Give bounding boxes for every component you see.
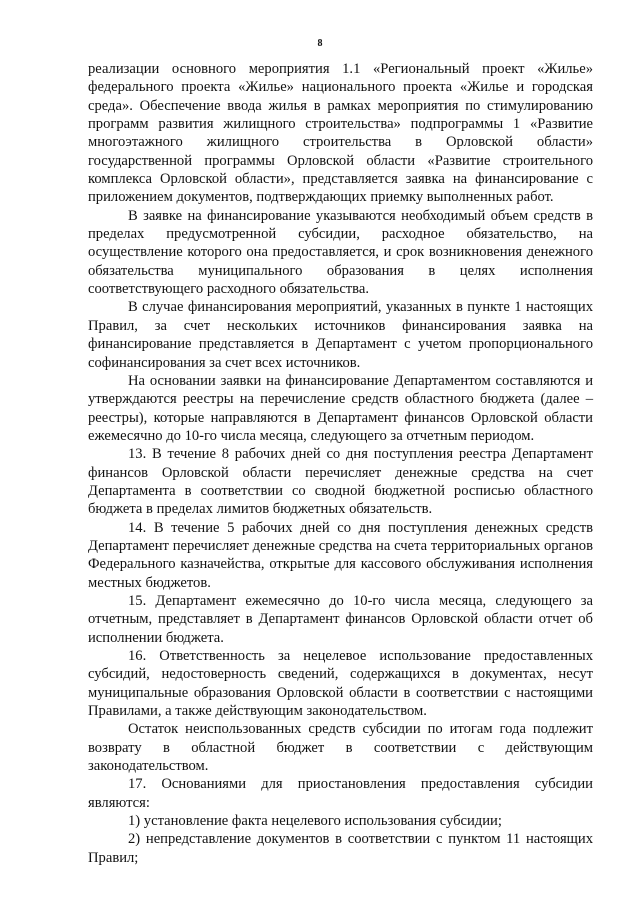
paragraph-item-15: 15. Департамент ежемесячно до 10-го числа месяца, следующего за отчетным, представляет в Департамент финансов Орловской области отчет об исполнении бюджета. — [88, 592, 593, 646]
page-number: 8 — [317, 38, 323, 49]
paragraph-unused-balance: Остаток неиспользованных средств субсидии по итогам года подлежит возврату в областной бюджет в соответствии с действующим законодательством. — [88, 721, 593, 775]
list-item-2: 2) непредставление документов в соответствии с пунктом 11 настоящих Правил; — [88, 831, 593, 866]
paragraph-item-17: 17. Основаниями для приостановления предоставления субсидии являются: — [88, 776, 593, 811]
paragraph-registers: На основании заявки на финансирование Департаментом составляются и утверждаются реестры на перечисление средств областного бюджета (далее – реестры), которые направляются в Департамент финансов Орловской области ежемесячно до 10-го числа месяца, следующего за отчетным периодом. — [88, 372, 593, 444]
paragraph-continuation: реализации основного мероприятия 1.1 «Региональный проект «Жилье» федерального проекта «Жилье» национального проекта «Жилье и городская среда». Обеспечение ввода жилья в рамках мероприятия по стимулированию программ развития жилищного строительства» подпрограммы 1 «Развитие многоэтажного жилищного строительства в Орловской области» государственной программы Орловской области «Развитие строительного комплекса Орловской области», представляется заявка на финансирование с приложением документов, подтверждающих приемку выполненных работ. — [88, 61, 593, 206]
paragraph-item-14: 14. В течение 5 рабочих дней со дня поступления денежных средств Департамент перечисляет денежные средства на счета территориальных органов Федерального казначейства, открытые для кассового обслуживания исполнения местных бюджетов. — [88, 519, 593, 591]
paragraph-application-contents: В заявке на финансирование указываются необходимый объем средств в пределах предусмотренной субсидии, расходное обязательство, на осуществление которого она предоставляется, и срок возникновения денежного обязательства муниципального образования в целях исполнения соответствующего расходного обязательства. — [88, 207, 593, 298]
document-body — [88, 60, 593, 867]
paragraph-multiple-sources: В случае финансирования мероприятий, указанных в пункте 1 настоящих Правил, за счет нескольких источников финансирования заявка на финансирование представляется в Департамент с учетом пропорционального софинансирования за счет всех источников. — [88, 299, 593, 371]
list-item-1: 1) установление факта нецелевого использования субсидии; — [128, 813, 502, 830]
paragraph-item-13: 13. В течение 8 рабочих дней со дня поступления реестра Департамент финансов Орловской области перечисляет денежные средства на счет Департамента в соответствии со сводной бюджетной росписью областного бюджета в пределах лимитов бюджетных обязательств. — [88, 446, 593, 518]
paragraph-item-16: 16. Ответственность за нецелевое использование предоставленных субсидий, недостоверность сведений, содержащихся в документах, несут муниципальные образования Орловской области в соответствии с настоящими Правилами, а также действующим законодательством. — [88, 648, 593, 720]
